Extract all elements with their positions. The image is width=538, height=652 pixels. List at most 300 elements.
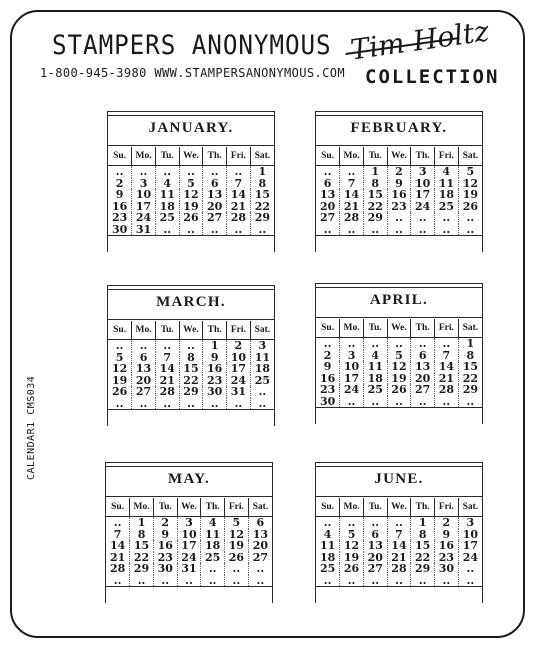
day-cell: .. xyxy=(387,212,411,224)
day-cell: .. xyxy=(132,398,156,410)
day-cell: 22 xyxy=(462,371,479,385)
weekday-label: Su. xyxy=(316,147,340,166)
day-cell: 20 xyxy=(316,201,340,213)
weekday-label: Th. xyxy=(411,319,435,338)
day-cell: 15 xyxy=(462,360,479,374)
day-cell: 8 xyxy=(130,529,154,541)
day-cell: 21 xyxy=(387,552,411,564)
day-cell: 9 xyxy=(153,529,177,541)
day-cell: 10 xyxy=(132,189,156,201)
day-cell: 14 xyxy=(227,189,251,201)
day-cell: 1 xyxy=(258,165,267,179)
day-cell: 11 xyxy=(155,189,179,201)
day-cell: .. xyxy=(466,211,475,225)
day-cell: .. xyxy=(108,166,132,178)
weekday-label: Th. xyxy=(203,147,227,166)
day-cell: 19 xyxy=(462,188,479,202)
day-cell: 3 xyxy=(258,339,267,353)
day-cell: 25 xyxy=(363,384,387,396)
weekday-label: Mo. xyxy=(340,319,364,338)
day-cell: .. xyxy=(153,575,177,587)
weekday-label: Su. xyxy=(316,498,340,517)
day-cell: .. xyxy=(316,338,340,350)
weekday-label: Mo. xyxy=(132,321,156,340)
day-cell: .. xyxy=(411,396,435,408)
month-title: FEBRUARY. xyxy=(350,120,448,136)
weekday-label: Sat. xyxy=(458,498,482,517)
week-row xyxy=(108,224,274,236)
day-cell: 26 xyxy=(108,386,132,398)
day-cell: 30 xyxy=(203,386,227,398)
day-cell: 27 xyxy=(411,384,435,396)
day-cell: 30 xyxy=(108,224,132,236)
day-cell: 23 xyxy=(203,375,227,387)
day-cell: 7 xyxy=(340,178,364,190)
side-label: CALENDAR1 CMS034 xyxy=(26,375,37,480)
day-cell: 31 xyxy=(132,224,156,236)
weekday-label: Fri. xyxy=(227,321,251,340)
day-cell: .. xyxy=(106,575,130,587)
day-cell: .. xyxy=(108,340,132,352)
day-cell: .. xyxy=(179,166,203,178)
day-cell: 17 xyxy=(462,539,479,553)
day-cell: .. xyxy=(435,224,459,236)
day-cell: 10 xyxy=(462,527,479,541)
day-cell: .. xyxy=(387,517,411,529)
day-cell: 10 xyxy=(177,529,201,541)
day-cell: 19 xyxy=(387,373,411,385)
day-cell: 3 xyxy=(132,178,156,190)
day-cell: 6 xyxy=(363,529,387,541)
week-row xyxy=(108,340,274,352)
day-cell: 6 xyxy=(256,516,265,530)
day-cell: 16 xyxy=(387,189,411,201)
day-cell: 11 xyxy=(254,350,271,364)
day-cell: 16 xyxy=(108,201,132,213)
day-cell: 18 xyxy=(363,373,387,385)
day-cell: 16 xyxy=(435,540,459,552)
week-row xyxy=(316,563,482,575)
day-cell: 26 xyxy=(179,212,203,224)
day-cell: .. xyxy=(387,575,411,587)
calendar-grid xyxy=(108,321,274,410)
day-cell: 2 xyxy=(153,517,177,529)
day-cell: 1 xyxy=(466,337,475,351)
day-cell: 1 xyxy=(130,517,154,529)
day-cell: 23 xyxy=(316,384,340,396)
day-cell: 27 xyxy=(252,550,269,564)
day-cell: 21 xyxy=(106,552,130,564)
day-cell: 15 xyxy=(411,540,435,552)
calendar-may xyxy=(105,462,273,603)
week-row xyxy=(108,386,274,398)
day-cell: .. xyxy=(458,396,482,408)
day-cell: .. xyxy=(108,398,132,410)
day-cell: 7 xyxy=(155,352,179,364)
weekday-label: Tu. xyxy=(153,498,177,517)
week-row xyxy=(106,540,272,552)
day-cell: .. xyxy=(177,575,201,587)
day-cell: 31 xyxy=(227,386,251,398)
day-cell: 25 xyxy=(201,552,225,564)
day-cell: .. xyxy=(227,166,251,178)
day-cell: 29 xyxy=(254,211,271,225)
day-cell: 5 xyxy=(466,165,475,179)
day-cell: 21 xyxy=(340,201,364,213)
day-cell: .. xyxy=(363,517,387,529)
day-cell: .. xyxy=(458,575,482,587)
day-cell: 10 xyxy=(411,178,435,190)
day-cell: 14 xyxy=(387,540,411,552)
day-cell: .. xyxy=(363,224,387,236)
day-cell: 28 xyxy=(387,563,411,575)
calendar-grid xyxy=(316,147,482,236)
calendar-april xyxy=(315,283,483,424)
day-cell: 14 xyxy=(106,540,130,552)
day-cell: 6 xyxy=(132,352,156,364)
day-cell: 17 xyxy=(227,363,251,375)
weekday-header-row xyxy=(106,498,272,517)
month-header xyxy=(108,285,274,320)
day-cell: 21 xyxy=(435,373,459,385)
weekday-label: Su. xyxy=(106,498,130,517)
day-cell: .. xyxy=(130,575,154,587)
collection-label: COLLECTION xyxy=(365,66,500,88)
day-cell: .. xyxy=(250,224,274,236)
day-cell: .. xyxy=(155,340,179,352)
day-cell: 13 xyxy=(132,363,156,375)
week-row xyxy=(108,189,274,201)
day-cell: .. xyxy=(179,224,203,236)
day-cell: .. xyxy=(316,517,340,529)
day-cell: .. xyxy=(201,575,225,587)
day-cell: 18 xyxy=(254,362,271,376)
day-cell: 26 xyxy=(462,199,479,213)
day-cell: 25 xyxy=(155,212,179,224)
day-cell: 15 xyxy=(179,363,203,375)
day-cell: 17 xyxy=(340,373,364,385)
day-cell: 27 xyxy=(203,212,227,224)
weekday-label: We. xyxy=(387,498,411,517)
day-cell: 23 xyxy=(387,201,411,213)
month-title: MARCH. xyxy=(156,294,226,310)
day-cell: 22 xyxy=(363,201,387,213)
day-cell: 9 xyxy=(387,178,411,190)
day-cell: 7 xyxy=(435,350,459,362)
day-cell: .. xyxy=(203,224,227,236)
day-cell: .. xyxy=(225,563,249,575)
weekday-label: Mo. xyxy=(340,498,364,517)
day-cell: 9 xyxy=(203,352,227,364)
weekday-label: Sat. xyxy=(248,498,272,517)
weekday-label: Fri. xyxy=(227,147,251,166)
day-cell: .. xyxy=(435,338,459,350)
day-cell: .. xyxy=(179,398,203,410)
day-cell: 20 xyxy=(363,552,387,564)
day-cell: 22 xyxy=(411,552,435,564)
weekday-label: We. xyxy=(387,147,411,166)
day-cell: 25 xyxy=(254,373,271,387)
day-cell: .. xyxy=(155,166,179,178)
calendar-january xyxy=(107,111,275,252)
week-row xyxy=(316,384,482,396)
weekday-label: Fri. xyxy=(435,498,459,517)
week-row xyxy=(316,517,482,529)
day-cell: 8 xyxy=(411,529,435,541)
day-cell: 5 xyxy=(340,529,364,541)
month-title: JUNE. xyxy=(374,471,424,487)
weekday-header-row xyxy=(316,498,482,517)
day-cell: 22 xyxy=(130,552,154,564)
day-cell: .. xyxy=(227,398,251,410)
month-header xyxy=(316,111,482,146)
day-cell: 15 xyxy=(130,540,154,552)
day-cell: .. xyxy=(435,575,459,587)
day-cell: .. xyxy=(201,563,225,575)
day-cell: 15 xyxy=(363,189,387,201)
day-cell: 4 xyxy=(363,350,387,362)
day-cell: 24 xyxy=(411,201,435,213)
weekday-label: Mo. xyxy=(132,147,156,166)
month-title: JANUARY. xyxy=(148,120,234,136)
day-cell: 29 xyxy=(130,563,154,575)
day-cell: .. xyxy=(363,575,387,587)
day-cell: 19 xyxy=(179,201,203,213)
day-cell: 1 xyxy=(363,166,387,178)
day-cell: 8 xyxy=(466,348,475,362)
day-cell: 20 xyxy=(132,375,156,387)
week-row xyxy=(316,338,482,350)
weekday-label: Tu. xyxy=(155,147,179,166)
day-cell: .. xyxy=(411,224,435,236)
day-cell: .. xyxy=(155,224,179,236)
day-cell: 8 xyxy=(258,176,267,190)
calendar-february xyxy=(315,111,483,252)
day-cell: 2 xyxy=(316,350,340,362)
week-row xyxy=(108,212,274,224)
month-title: MAY. xyxy=(167,471,211,487)
day-cell: .. xyxy=(132,340,156,352)
day-cell: 28 xyxy=(155,386,179,398)
day-cell: 5 xyxy=(179,178,203,190)
weekday-label: Fri. xyxy=(435,147,459,166)
day-cell: .. xyxy=(316,224,340,236)
weekday-label: Th. xyxy=(411,147,435,166)
day-cell: 22 xyxy=(254,199,271,213)
day-cell: 12 xyxy=(108,363,132,375)
day-cell: .. xyxy=(411,338,435,350)
week-row xyxy=(316,396,482,408)
day-cell: 14 xyxy=(340,189,364,201)
day-cell: 9 xyxy=(435,529,459,541)
week-row xyxy=(316,212,482,224)
day-cell: 14 xyxy=(435,361,459,373)
day-cell: 9 xyxy=(108,189,132,201)
week-row xyxy=(316,166,482,178)
day-cell: .. xyxy=(132,166,156,178)
week-row xyxy=(316,575,482,587)
day-cell: 8 xyxy=(363,178,387,190)
week-row xyxy=(108,398,274,410)
weekday-label: Sat. xyxy=(458,147,482,166)
weekday-label: Tu. xyxy=(363,498,387,517)
weekday-label: Fri. xyxy=(225,498,249,517)
day-cell: 27 xyxy=(132,386,156,398)
day-cell: .. xyxy=(155,398,179,410)
day-cell: 1 xyxy=(203,340,227,352)
day-cell: 19 xyxy=(340,552,364,564)
weekday-label: Fri. xyxy=(435,319,459,338)
day-cell: .. xyxy=(258,385,267,399)
day-cell: 13 xyxy=(203,189,227,201)
day-cell: 18 xyxy=(155,201,179,213)
day-cell: 23 xyxy=(435,552,459,564)
month-header xyxy=(316,462,482,497)
day-cell: 24 xyxy=(462,550,479,564)
day-cell: 13 xyxy=(411,361,435,373)
week-row xyxy=(316,540,482,552)
day-cell: 29 xyxy=(363,212,387,224)
day-cell: .. xyxy=(179,340,203,352)
month-header xyxy=(108,111,274,146)
day-cell: 26 xyxy=(225,552,249,564)
calendar-march xyxy=(107,285,275,426)
day-cell: .. xyxy=(466,562,475,576)
day-cell: 1 xyxy=(411,517,435,529)
day-cell: 13 xyxy=(316,189,340,201)
day-cell: 27 xyxy=(363,563,387,575)
day-cell: .. xyxy=(340,166,364,178)
weekday-label: Th. xyxy=(201,498,225,517)
weekday-label: Tu. xyxy=(155,321,179,340)
day-cell: 2 xyxy=(387,166,411,178)
day-cell: 18 xyxy=(201,540,225,552)
day-cell: 2 xyxy=(108,178,132,190)
day-cell: 11 xyxy=(435,178,459,190)
weekday-header-row xyxy=(108,147,274,166)
day-cell: 12 xyxy=(179,189,203,201)
weekday-label: We. xyxy=(177,498,201,517)
day-cell: 19 xyxy=(225,540,249,552)
day-cell: 25 xyxy=(316,563,340,575)
day-cell: 12 xyxy=(462,176,479,190)
day-cell: .. xyxy=(340,517,364,529)
day-cell: 22 xyxy=(179,375,203,387)
contact-line: 1-800-945-3980 WWW.STAMPERSANONYMOUS.COM xyxy=(40,66,345,80)
day-cell: 4 xyxy=(435,166,459,178)
day-cell: .. xyxy=(458,224,482,236)
week-row xyxy=(106,563,272,575)
day-cell: 11 xyxy=(316,540,340,552)
day-cell: .. xyxy=(340,396,364,408)
week-row xyxy=(316,189,482,201)
day-cell: .. xyxy=(248,575,272,587)
day-cell: 12 xyxy=(387,361,411,373)
day-cell: 13 xyxy=(252,527,269,541)
brand-title: STAMPERS ANONYMOUS xyxy=(52,30,332,61)
day-cell: 20 xyxy=(411,373,435,385)
day-cell: 16 xyxy=(316,373,340,385)
day-cell: 6 xyxy=(411,350,435,362)
weekday-label: Su. xyxy=(108,147,132,166)
day-cell: 21 xyxy=(155,375,179,387)
day-cell: .. xyxy=(250,398,274,410)
day-cell: 4 xyxy=(201,517,225,529)
day-cell: .. xyxy=(363,396,387,408)
day-cell: 24 xyxy=(132,212,156,224)
week-row xyxy=(108,166,274,178)
day-cell: 24 xyxy=(177,552,201,564)
day-cell: 3 xyxy=(466,516,475,530)
weekday-label: Th. xyxy=(411,498,435,517)
day-cell: 30 xyxy=(153,563,177,575)
day-cell: .. xyxy=(411,575,435,587)
day-cell: 29 xyxy=(411,563,435,575)
week-row xyxy=(316,224,482,236)
day-cell: 25 xyxy=(435,201,459,213)
week-row xyxy=(106,575,272,587)
day-cell: 19 xyxy=(108,375,132,387)
day-cell: 6 xyxy=(316,178,340,190)
day-cell: 17 xyxy=(177,540,201,552)
day-cell: .. xyxy=(340,338,364,350)
day-cell: .. xyxy=(387,338,411,350)
day-cell: 20 xyxy=(252,539,269,553)
day-cell: 17 xyxy=(132,201,156,213)
day-cell: 7 xyxy=(106,529,130,541)
day-cell: 4 xyxy=(155,178,179,190)
day-cell: 7 xyxy=(387,529,411,541)
week-row xyxy=(106,517,272,529)
calendar-grid xyxy=(316,498,482,587)
weekday-label: Tu. xyxy=(363,319,387,338)
day-cell: .. xyxy=(411,212,435,224)
day-cell: 9 xyxy=(316,361,340,373)
day-cell: 28 xyxy=(106,563,130,575)
weekday-header-row xyxy=(316,147,482,166)
day-cell: 3 xyxy=(411,166,435,178)
day-cell: .. xyxy=(387,224,411,236)
weekday-header-row xyxy=(316,319,482,338)
day-cell: 6 xyxy=(203,178,227,190)
day-cell: 21 xyxy=(227,201,251,213)
day-cell: 10 xyxy=(340,361,364,373)
calendar-grid xyxy=(106,498,272,587)
day-cell: 29 xyxy=(462,383,479,397)
weekday-label: We. xyxy=(179,321,203,340)
day-cell: 28 xyxy=(435,384,459,396)
day-cell: 8 xyxy=(179,352,203,364)
weekday-label: Tu. xyxy=(363,147,387,166)
day-cell: 5 xyxy=(225,517,249,529)
day-cell: 18 xyxy=(316,552,340,564)
day-cell: 13 xyxy=(363,540,387,552)
weekday-header-row xyxy=(108,321,274,340)
day-cell: 18 xyxy=(435,189,459,201)
weekday-label: Th. xyxy=(203,321,227,340)
weekday-label: Sat. xyxy=(458,319,482,338)
day-cell: .. xyxy=(227,224,251,236)
day-cell: 26 xyxy=(387,384,411,396)
day-cell: .. xyxy=(340,224,364,236)
day-cell: .. xyxy=(316,575,340,587)
day-cell: 24 xyxy=(227,375,251,387)
day-cell: 17 xyxy=(411,189,435,201)
weekday-label: Sat. xyxy=(250,147,274,166)
calendar-grid xyxy=(316,319,482,408)
day-cell: 23 xyxy=(108,212,132,224)
calendar-grid xyxy=(108,147,274,236)
